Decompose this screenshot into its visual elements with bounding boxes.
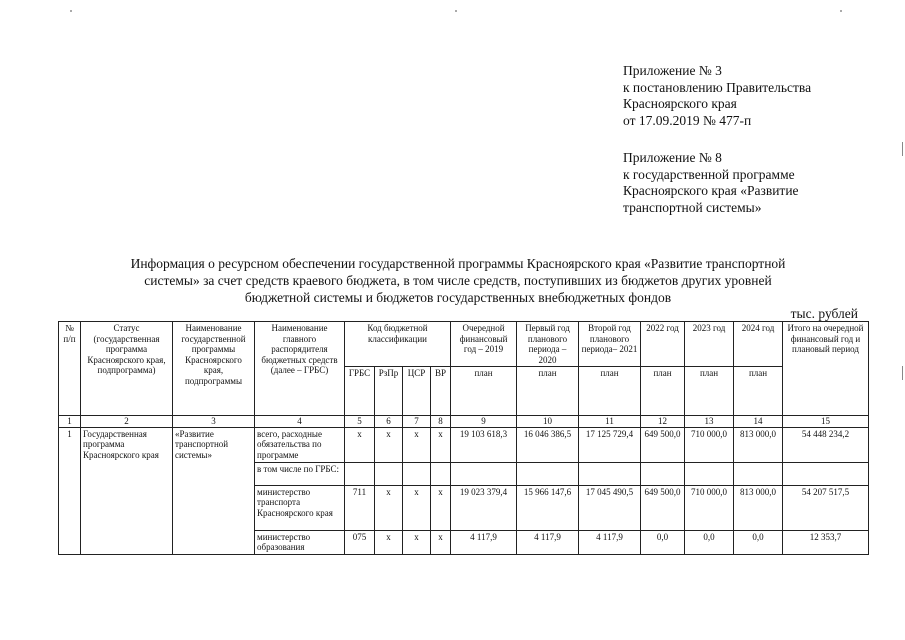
header-plan: план xyxy=(517,367,579,416)
header-plan: план xyxy=(641,367,685,416)
cell-csr: x xyxy=(403,427,431,462)
row-label: всего, расходные обязательства по программе xyxy=(255,427,345,462)
column-number: 5 xyxy=(345,416,375,428)
column-number: 10 xyxy=(517,416,579,428)
header-2022: 2022 год xyxy=(641,322,685,367)
annex-line: от 17.09.2019 № 477-п xyxy=(623,112,752,128)
cell-2024: 813 000,0 xyxy=(734,485,783,530)
program-name: «Развитие транспортной системы» xyxy=(173,427,255,554)
unit-note: тыс. рублей xyxy=(790,306,858,321)
column-number: 8 xyxy=(431,416,451,428)
header-program-name: Наименование государственной программы Красноярского края, подпрограммы xyxy=(173,322,255,416)
column-number: 11 xyxy=(579,416,641,428)
cell-2020: 16 046 386,5 xyxy=(517,427,579,462)
document-title xyxy=(60,255,856,306)
cell-rzpr: x xyxy=(375,427,403,462)
annex-line: к государственной программе xyxy=(623,166,795,182)
cell-2020: 4 117,9 xyxy=(517,530,579,554)
annex-line: к постановлению Правительства xyxy=(623,79,812,95)
header-num: № п/п xyxy=(59,322,81,416)
annex-block-2 xyxy=(623,150,799,216)
header-budget-code: Код бюджетной классификации xyxy=(345,322,451,367)
title-line: системы» за счет средств краевого бюджета, в том числе средств, поступивших из бюджетов других уровней xyxy=(144,273,772,288)
cell-2024: 0,0 xyxy=(734,530,783,554)
column-number: 9 xyxy=(451,416,517,428)
row-label: в том числе по ГРБС: xyxy=(255,462,345,485)
cell-2021: 17 045 490,5 xyxy=(579,485,641,530)
header-2024: 2024 год xyxy=(734,322,783,367)
scan-dot xyxy=(455,10,457,12)
cell-rzpr: x xyxy=(375,485,403,530)
table-row-total xyxy=(59,427,869,462)
cell-2024: 813 000,0 xyxy=(734,427,783,462)
column-number: 1 xyxy=(59,416,81,428)
cell-grbs: 075 xyxy=(345,530,375,554)
column-number: 7 xyxy=(403,416,431,428)
header-grbs: ГРБС xyxy=(345,367,375,416)
annex-line: Приложение № 8 xyxy=(623,150,722,165)
header-vr: ВР xyxy=(431,367,451,416)
cell-csr: x xyxy=(403,530,431,554)
cell-2022: 649 500,0 xyxy=(641,485,685,530)
cell-2023: 0,0 xyxy=(685,530,734,554)
column-number: 15 xyxy=(783,416,869,428)
annex-line: Приложение № 3 xyxy=(623,63,722,78)
cell-rzpr: x xyxy=(375,530,403,554)
cell-2019: 4 117,9 xyxy=(451,530,517,554)
cell-vr: x xyxy=(431,530,451,554)
cell-grbs: x xyxy=(345,427,375,462)
header-row xyxy=(59,322,869,367)
header-csr: ЦСР xyxy=(403,367,431,416)
header-status: Статус (государственная программа Красноярского края, подпрограмма) xyxy=(81,322,173,416)
header-total: Итого на очередной финансовый год и плановый период xyxy=(783,322,869,416)
cell-2021: 4 117,9 xyxy=(579,530,641,554)
cell-csr: x xyxy=(403,485,431,530)
cell-2023: 710 000,0 xyxy=(685,427,734,462)
header-rzpr: РзПр xyxy=(375,367,403,416)
scan-dot xyxy=(70,10,72,12)
program-num: 1 xyxy=(59,427,81,554)
header-plan: план xyxy=(451,367,517,416)
header-plan: план xyxy=(579,367,641,416)
column-number: 6 xyxy=(375,416,403,428)
header-2021: Второй год планового периода– 2021 xyxy=(579,322,641,367)
header-grbs-name: Наименование главного распорядителя бюджетных средств (далее – ГРБС) xyxy=(255,322,345,416)
column-number: 3 xyxy=(173,416,255,428)
annex-block-1 xyxy=(623,63,811,129)
annex-line: Красноярского края xyxy=(623,96,737,111)
cell-2022: 649 500,0 xyxy=(641,427,685,462)
scan-mark xyxy=(902,142,903,156)
title-line: бюджетной системы и бюджетов государственных внебюджетных фондов xyxy=(244,290,672,305)
cell-vr: x xyxy=(431,485,451,530)
cell-total: 12 353,7 xyxy=(783,530,869,554)
column-number-row xyxy=(59,416,869,428)
cell-2020: 15 966 147,6 xyxy=(517,485,579,530)
resource-table xyxy=(58,321,869,555)
cell-2019: 19 023 379,4 xyxy=(451,485,517,530)
annex-line: транспортной системы» xyxy=(623,199,762,215)
header-plan: план xyxy=(685,367,734,416)
header-2019: Очередной финансовый год – 2019 xyxy=(451,322,517,367)
row-label: министерство транспорта Красноярского края xyxy=(255,485,345,530)
cell-vr: x xyxy=(431,427,451,462)
cell-total: 54 207 517,5 xyxy=(783,485,869,530)
cell-2023: 710 000,0 xyxy=(685,485,734,530)
column-number: 2 xyxy=(81,416,173,428)
cell-total: 54 448 234,2 xyxy=(783,427,869,462)
scan-mark xyxy=(902,366,903,380)
header-2023: 2023 год xyxy=(685,322,734,367)
cell-2019: 19 103 618,3 xyxy=(451,427,517,462)
cell-2022: 0,0 xyxy=(641,530,685,554)
column-number: 12 xyxy=(641,416,685,428)
program-status: Государственная программа Красноярского края xyxy=(81,427,173,554)
row-label: министерство образования xyxy=(255,530,345,554)
header-2020: Первый год планового периода – 2020 xyxy=(517,322,579,367)
annex-line: Красноярского края «Развитие xyxy=(623,183,799,198)
column-number: 14 xyxy=(734,416,783,428)
cell-2021: 17 125 729,4 xyxy=(579,427,641,462)
column-number: 13 xyxy=(685,416,734,428)
cell-grbs: 711 xyxy=(345,485,375,530)
title-line: Информация о ресурсном обеспечении государственной программы Красноярского края «Развитие транспортной xyxy=(130,256,786,271)
column-number: 4 xyxy=(255,416,345,428)
header-plan: план xyxy=(734,367,783,416)
scan-dot xyxy=(840,10,842,12)
